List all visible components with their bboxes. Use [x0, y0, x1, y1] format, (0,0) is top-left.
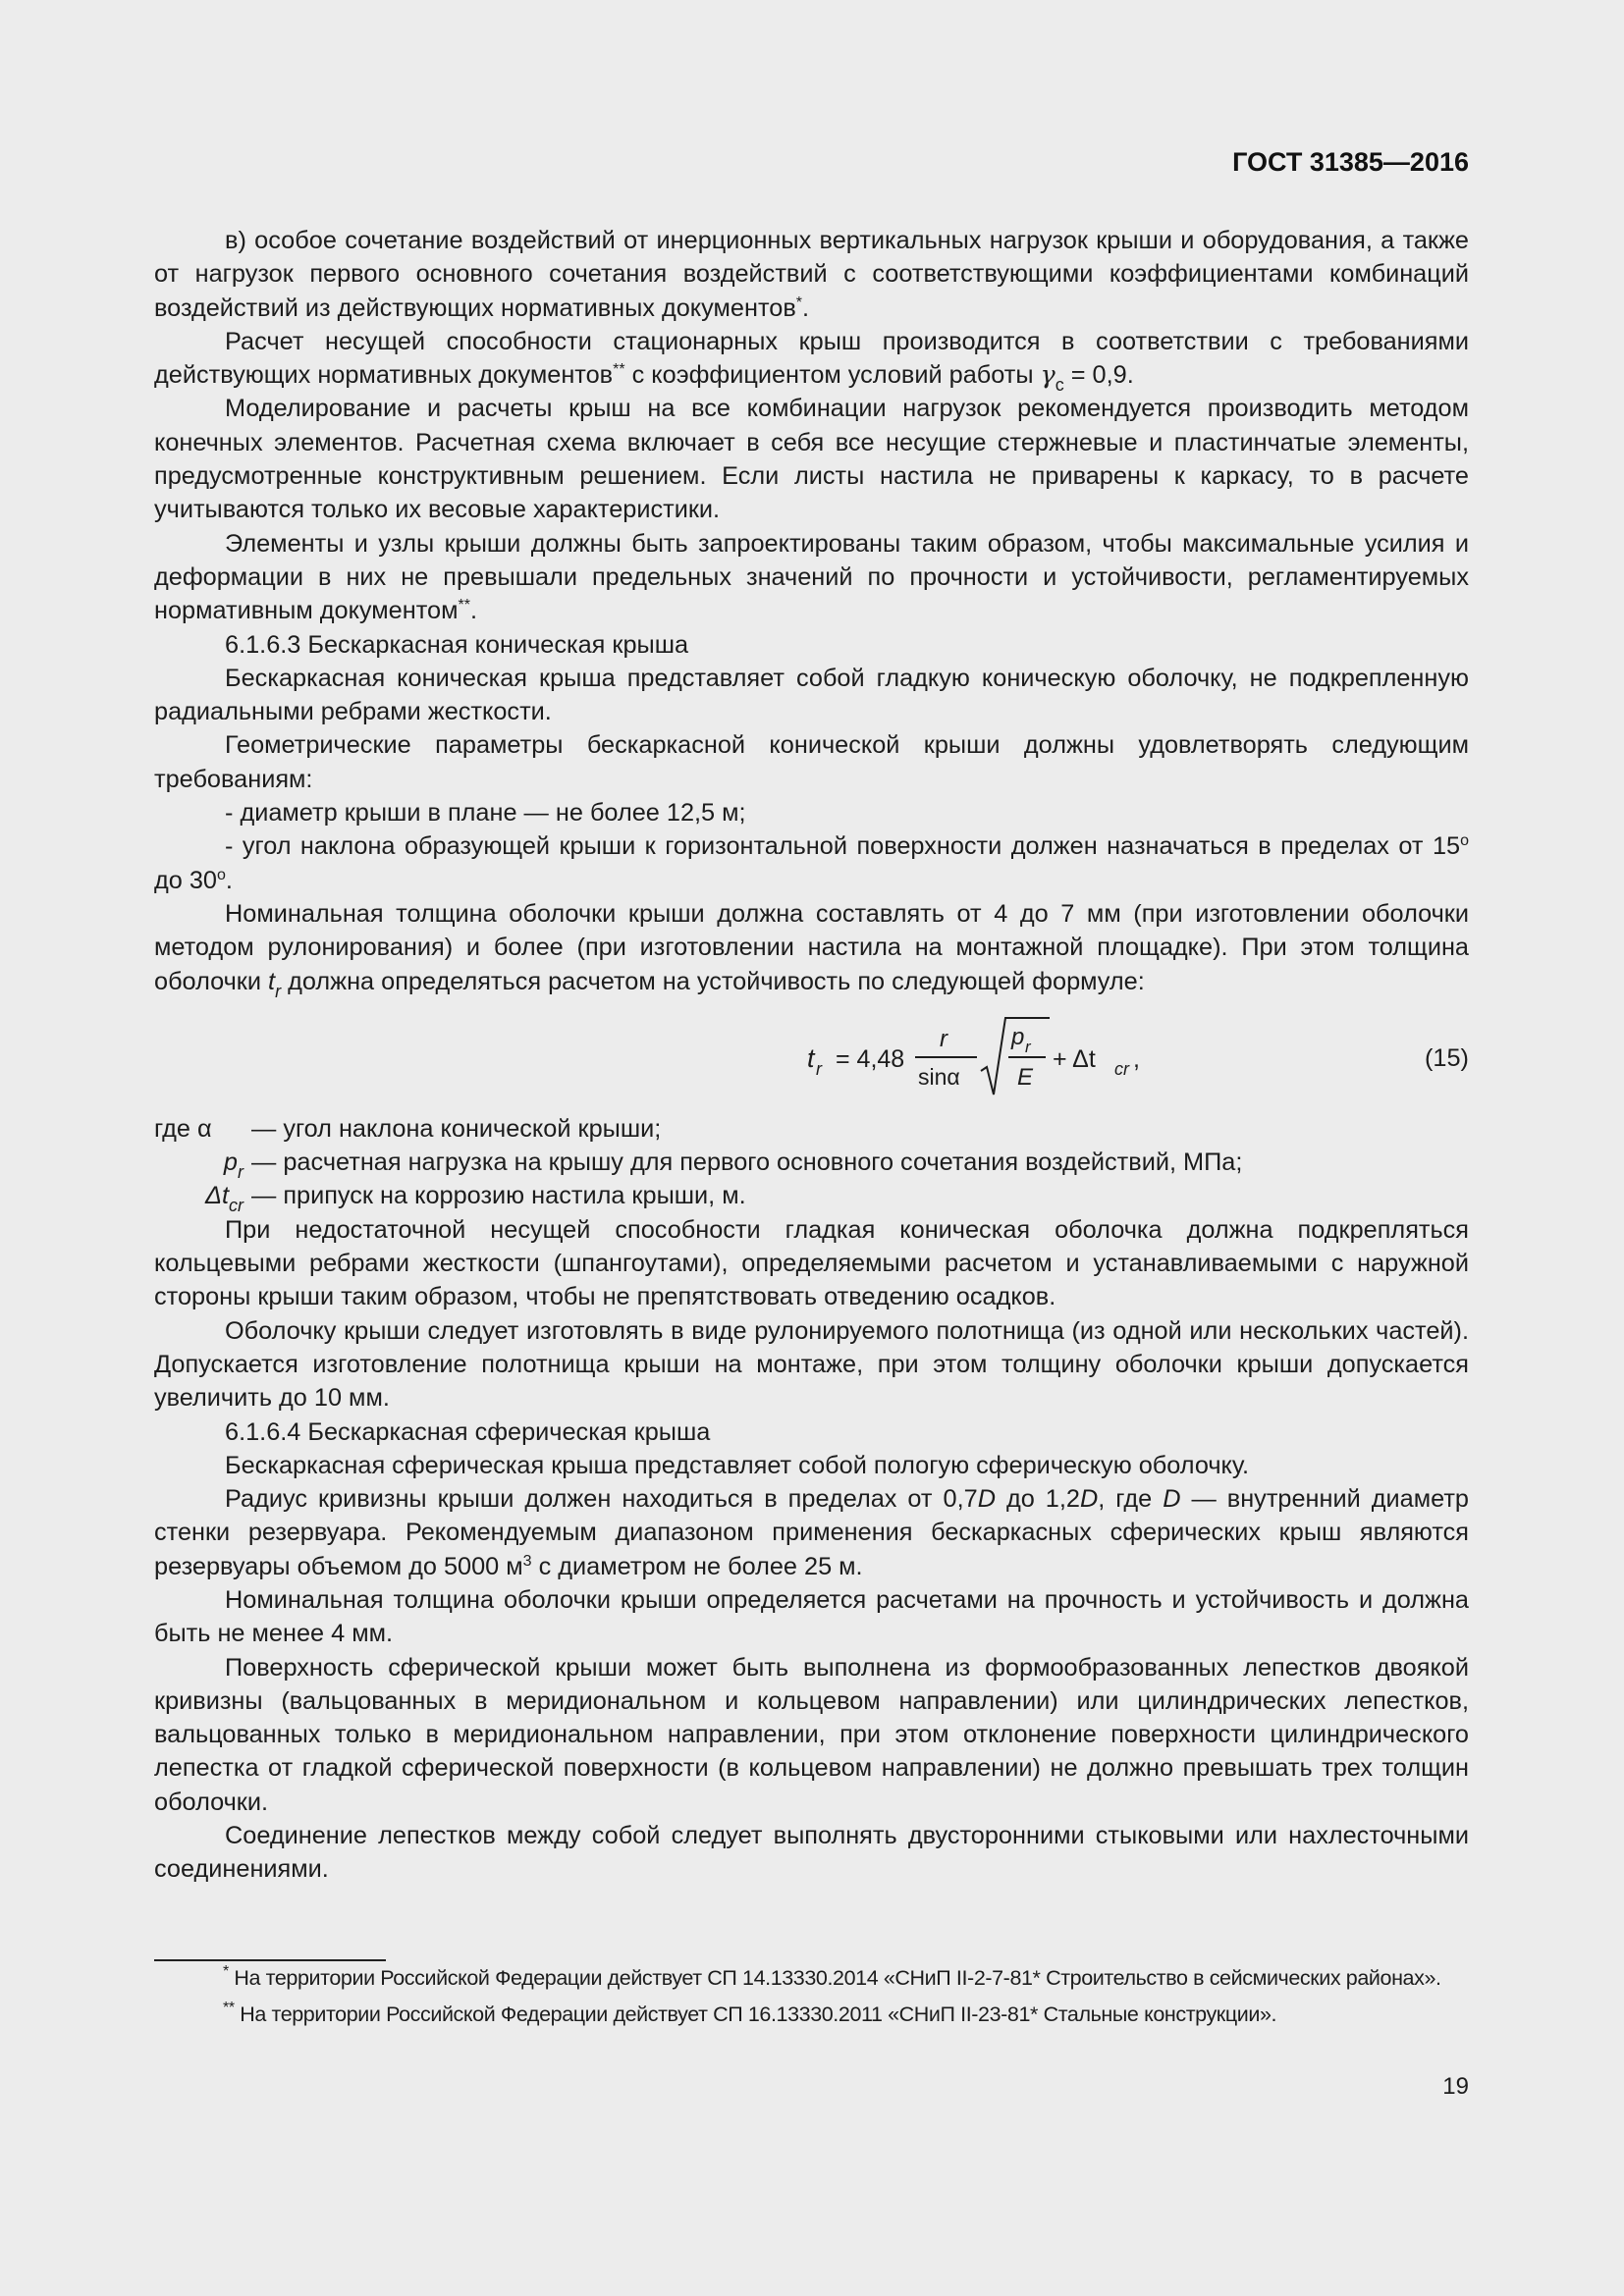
footnote-ref: *	[795, 294, 803, 311]
paragraph-load-combination: в) особое сочетание воздействий от инерционных вертикальных нагрузок крыши и оборудования, а также от нагрузок первого основного сочетания воздействий с соответствующими коэффициентами комбинаций воздействий из действующих нормативных документов*.	[154, 227, 1469, 322]
formula-comma: ,	[1133, 1044, 1140, 1073]
footnote-ref: **	[458, 597, 470, 614]
formula-lhs-t: t	[807, 1042, 815, 1073]
footnote-2: ** На территории Российской Федерации действует СП 16.13330.2011 «СНиП II-23-81* Стальные конструкции».	[223, 2000, 1277, 2026]
footnote-1: * На территории Российской Федерации действует СП 14.13330.2014 «СНиП II-2-7-81* Строительство в сейсмических районах».	[223, 1963, 1441, 1990]
footnotes	[154, 1965, 1469, 2028]
formula-coefficient: = 4,48	[836, 1044, 905, 1073]
paragraph-bearing-capacity: Расчет несущей способности стационарных крыш производится в соответствии с требованиями действующих нормативных документов** с коэффициентом условий работы $\gamma_c = 0,9$.	[154, 327, 1469, 396]
footnote-divider	[154, 1959, 386, 1961]
paragraph-fem-modeling: Моделирование и расчеты крыш на все комбинации нагрузок рекомендуется производить методом конечных элементов. Расчетная схема включает в себя все несущие стержневые и пластинчатые элементы, предусмотренные конструктивным решением. Если листы настила не приварены к каркасу, то в расчете учитываются только их весовые характеристики.	[154, 395, 1469, 524]
paragraph-curvature-radius: Радиус кривизны крыши должен находиться в пределах от 0,7D до 1,2D, где D — внутренний диаметр стенки резервуара. Рекомендуемым диапазоном применения бескаркасных сферических крыш являются резервуары объемом до 5000 $м^3$ с диаметром не более 25 м.	[154, 1485, 1469, 1580]
body-text	[154, 224, 1469, 1887]
formula-sqrt-numerator-sub: r	[1025, 1037, 1031, 1056]
formula-15	[154, 1002, 1469, 1108]
paragraph-elements-design: Элементы и узлы крыши должны быть запроектированы таким образом, чтобы максимальные усилия и деформации в них не превышали предельных значений по прочности и устойчивости, регламентируемых нормативным документом**.	[154, 529, 1469, 625]
section-heading-6164: 6.1.6.4 Бескаркасная сферическая крыша	[225, 1417, 711, 1446]
paragraph-nominal-thickness: Номинальная толщина оболочки крыши должна составлять от 4 до 7 мм (при изготовлении оболочки методом рулонирования) и более (при изготовлении настила на монтажной площадке). При этом толщина оболочки $t_r$ должна определяться расчетом на устойчивость по следующей формуле:	[154, 899, 1469, 1001]
formula-number: (15)	[1425, 1043, 1469, 1072]
section-heading-6163: 6.1.6.3 Бескаркасная коническая крыша	[225, 630, 689, 659]
formula-numerator: r	[940, 1025, 947, 1052]
gamma-symbol: γ	[1040, 360, 1056, 390]
paragraph-geometric-params: Геометрические параметры бескаркасной конической крыши должны удовлетворять следующим требованиям:	[154, 731, 1469, 793]
formula-denominator: sinα	[918, 1063, 960, 1090]
paragraph-petal-joints: Соединение лепестков между собой следует выполнять двусторонними стыковыми или нахлесточными соединениями.	[154, 1822, 1469, 1884]
formula-sqrt-numerator: p	[1011, 1023, 1025, 1050]
where-item-pr: $p_r$ — расчетная нагрузка на крышу для первого основного сочетания воздействий, МПа;	[223, 1148, 1243, 1183]
footnote-ref: **	[613, 361, 625, 379]
paragraph-rolled-sheet: Оболочку крыши следует изготовлять в виде рулонируемого полотнища (из одной или нескольких частей). Допускается изготовление полотнища крыши на монтаже, при этом толщину оболочки крыши допускается увеличить до 10 мм.	[154, 1316, 1469, 1413]
document-code: ГОСТ 31385—2016	[1232, 147, 1469, 177]
formula-tail-sub: cr	[1114, 1058, 1129, 1079]
list-item-diameter: - диаметр крыши в плане — не более 12,5 м;	[225, 799, 746, 828]
list-item-angle: - угол наклона образующей крыши к горизонтальной поверхности должен назначаться в пределах от $15^о$ до $30^о$.	[154, 832, 1469, 894]
formula-sqrt-denominator: E	[1017, 1063, 1034, 1091]
paragraph-petals: Поверхность сферической крыши может быть выполнена из формообразованных лепестков двоякой кривизны (вальцованных в меридиональном и кольцевом направлении) или цилиндрических лепестков, вальцованных только в меридиональном направлении, при этом отклонение поверхности цилиндрического лепестка от гладкой сферической поверхности (в кольцевом направлении) не должно превышать трех толщин оболочки.	[154, 1653, 1469, 1816]
page-number: 19	[1442, 2073, 1469, 2100]
formula-graphic	[645, 1002, 1156, 1108]
paragraph-spherical-thickness: Номинальная толщина оболочки крыши определяется расчетами на прочность и устойчивость и должна быть не менее 4 мм.	[154, 1585, 1469, 1648]
where-item-alpha: где α — угол наклона конической крыши;	[154, 1114, 662, 1143]
where-item-delta-tcr: $\Delta t_{cr}$ — припуск на коррозию настила крыши, м.	[205, 1182, 746, 1216]
paragraph-spherical-roof: Бескаркасная сферическая крыша представляет собой пологую сферическую оболочку.	[225, 1451, 1250, 1479]
formula-lhs-sub: r	[816, 1058, 822, 1079]
formula-plus-delta: + Δt	[1053, 1044, 1096, 1073]
paragraph-ring-stiffeners: При недостаточной несущей способности гладкая коническая оболочка должна подкрепляться кольцевыми ребрами жесткости (шпангоутами), определяемыми расчетом и устанавливаемыми с наружной стороны крыши таким образом, чтобы не препятствовать отведению осадков.	[154, 1215, 1469, 1311]
paragraph-conical-roof: Бескаркасная коническая крыша представляет собой гладкую коническую оболочку, не подкрепленную радиальными ребрами жесткости.	[154, 664, 1469, 726]
